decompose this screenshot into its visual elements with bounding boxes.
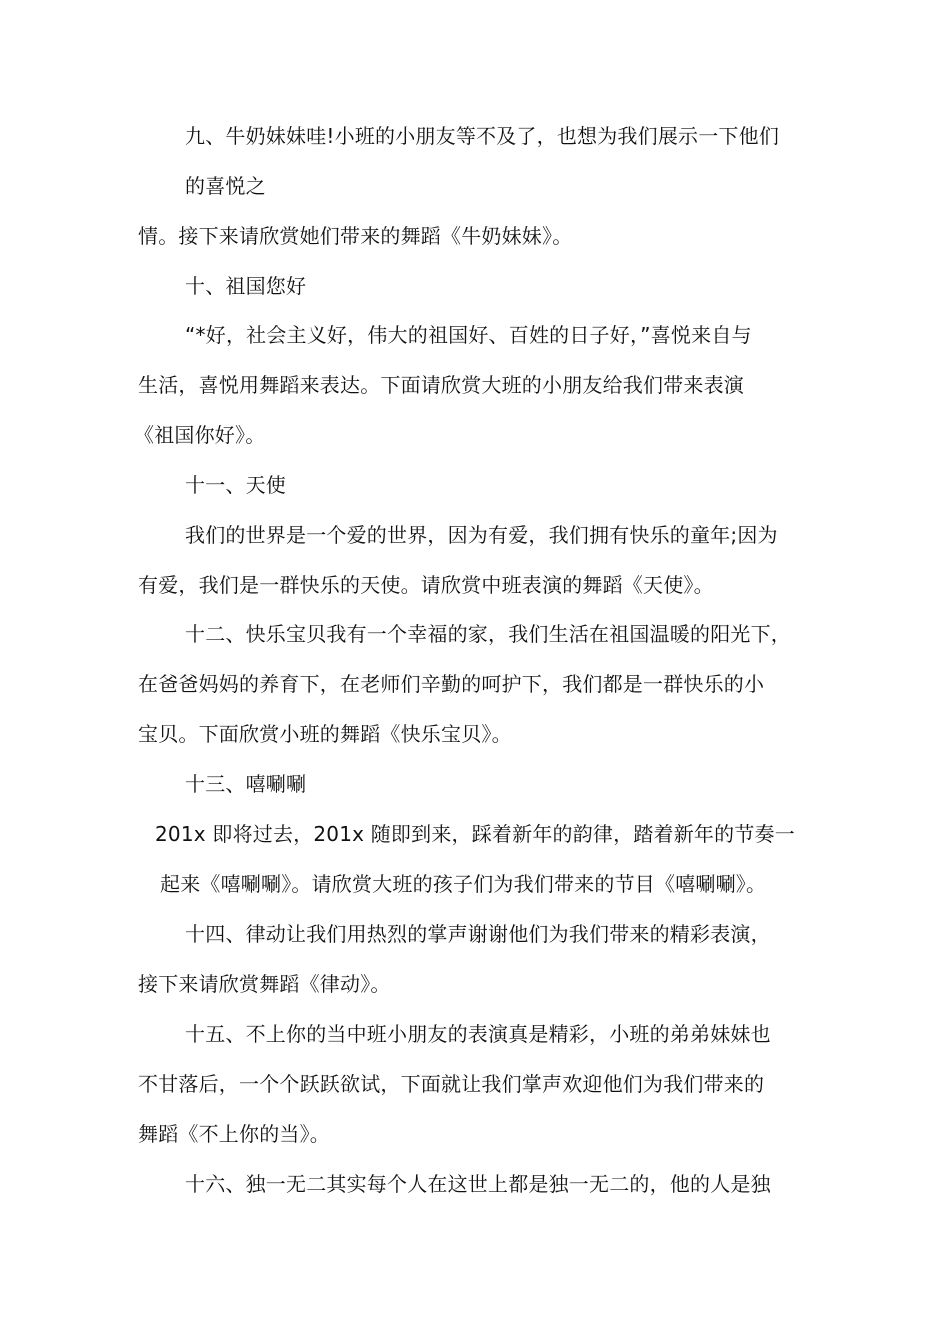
text-line: 十六、独一无二其实每个人在这世上都是独一无二的，他的人是独 (185, 1172, 771, 1196)
section-heading: 十三、嘻唰唰 (185, 772, 307, 796)
text-line: 十二、快乐宝贝我有一个幸福的家，我们生活在祖国温暖的阳光下， (185, 622, 791, 646)
text-line: 《祖国你好》。 (134, 423, 266, 447)
section-heading: 十、祖国您好 (185, 274, 307, 298)
text-line: 宝贝。下面欣赏小班的舞蹈《快乐宝贝》。 (138, 722, 512, 746)
text-line: 十五、不上你的当中班小朋友的表演真是精彩，小班的弟弟妹妹也 (185, 1022, 771, 1046)
text-line: 生活，喜悦用舞蹈来表达。下面请欣赏大班的小朋友给我们带来表演 (138, 373, 744, 397)
section-heading: 十一、天使 (185, 473, 286, 497)
text-line: 不甘落后，一个个跃跃欲试，下面就让我们掌声欢迎他们为我们带来的 (138, 1072, 765, 1096)
text-line: 201x 即将过去，201x 随即到来，踩着新年的韵律，踏着新年的节奏一 (155, 822, 795, 846)
text-line: “*好，社会主义好，伟大的祖国好、百姓的日子好，”喜悦来自与 (185, 323, 752, 347)
text-line: 九、牛奶妹妹哇!小班的小朋友等不及了，也想为我们展示一下他们 (185, 124, 780, 148)
text-line: 接下来请欣赏舞蹈《律动》。 (138, 972, 391, 996)
text-line: 情。接下来请欣赏她们带来的舞蹈《牛奶妹妹》。 (138, 224, 573, 248)
text-line: 有爱，我们是一群快乐的天使。请欣赏中班表演的舞蹈《天使》。 (138, 573, 714, 597)
text-line: 在爸爸妈妈的养育下，在老师们辛勤的呵护下，我们都是一群快乐的小 (138, 672, 765, 696)
text-line: 十四、律动让我们用热烈的掌声谢谢他们为我们带来的精彩表演， (185, 922, 771, 946)
text-line: 我们的世界是一个爱的世界，因为有爱，我们拥有快乐的童年;因为 (185, 523, 778, 547)
text-line: 舞蹈《不上你的当》。 (138, 1122, 330, 1146)
text-line: 的喜悦之 (185, 174, 266, 198)
text-line: 起来《嘻唰唰》。请欣赏大班的孩子们为我们带来的节目《嘻唰唰》。 (160, 872, 767, 896)
